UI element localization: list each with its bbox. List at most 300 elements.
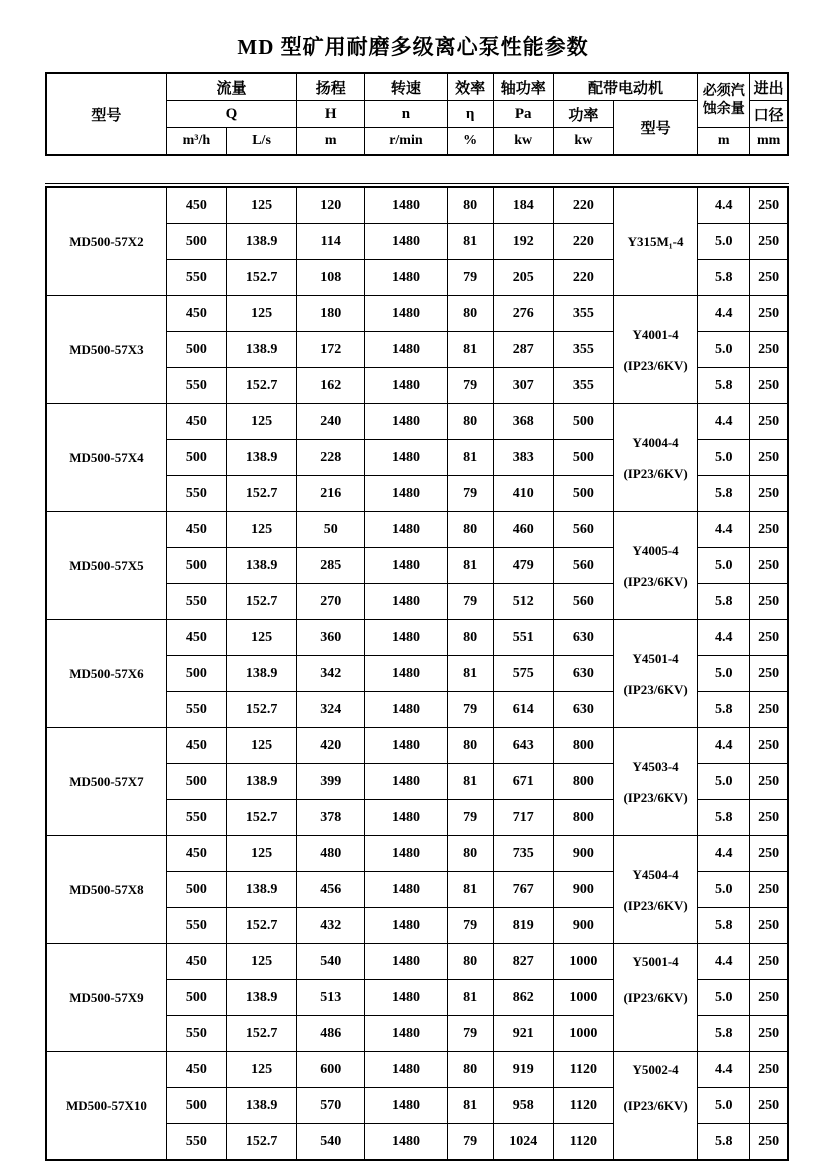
flow-ls-cell: 152.7 — [226, 476, 296, 512]
head-cell: 342 — [297, 656, 365, 692]
speed-cell: 1480 — [365, 980, 447, 1016]
speed-cell: 1480 — [365, 836, 447, 872]
shaft-power-cell: 575 — [493, 656, 553, 692]
head-cell: 162 — [297, 368, 365, 404]
spec-row — [46, 836, 788, 872]
port-cell: 250 — [750, 620, 788, 656]
motor-power-cell: 220 — [553, 260, 613, 296]
speed-cell: 1480 — [365, 187, 447, 224]
flow-ls-cell: 138.9 — [226, 332, 296, 368]
port-cell: 250 — [750, 332, 788, 368]
head-cell: 399 — [297, 764, 365, 800]
header-head-symbol: H — [297, 101, 365, 128]
header-unit-rmin: r/min — [365, 128, 447, 156]
flow-m3h-cell: 550 — [166, 1016, 226, 1052]
body-table-top-rule — [45, 183, 789, 184]
efficiency-cell: 79 — [447, 260, 493, 296]
motor-power-cell: 900 — [553, 836, 613, 872]
npsh-cell: 5.0 — [698, 980, 750, 1016]
speed-cell: 1480 — [365, 368, 447, 404]
flow-ls-cell: 152.7 — [226, 260, 296, 296]
motor-power-cell: 800 — [553, 800, 613, 836]
efficiency-cell: 80 — [447, 404, 493, 440]
npsh-cell: 4.4 — [698, 944, 750, 980]
motor-model-line: (IP23/6KV) — [623, 1098, 688, 1114]
shaft-power-cell: 919 — [493, 1052, 553, 1088]
head-cell: 456 — [297, 872, 365, 908]
port-cell: 250 — [750, 1088, 788, 1124]
flow-m3h-cell: 450 — [166, 404, 226, 440]
head-cell: 180 — [297, 296, 365, 332]
head-cell: 240 — [297, 404, 365, 440]
efficiency-cell: 80 — [447, 944, 493, 980]
head-cell: 50 — [297, 512, 365, 548]
flow-m3h-cell: 450 — [166, 512, 226, 548]
flow-m3h-cell: 500 — [166, 980, 226, 1016]
speed-cell: 1480 — [365, 584, 447, 620]
shaft-power-cell: 512 — [493, 584, 553, 620]
shaft-power-cell: 551 — [493, 620, 553, 656]
port-cell: 250 — [750, 836, 788, 872]
flow-m3h-cell: 550 — [166, 476, 226, 512]
header-unit-ls: L/s — [226, 128, 296, 156]
shaft-power-cell: 735 — [493, 836, 553, 872]
speed-cell: 1480 — [365, 764, 447, 800]
flow-ls-cell: 138.9 — [226, 224, 296, 260]
pump-model-cell: MD500-57X5 — [46, 512, 166, 620]
motor-model-cell — [613, 187, 697, 296]
motor-power-cell: 355 — [553, 368, 613, 404]
port-cell: 250 — [750, 187, 788, 224]
header-flow: 流量 — [166, 73, 296, 101]
spec-row — [46, 512, 788, 548]
efficiency-cell: 79 — [447, 908, 493, 944]
motor-power-cell: 1000 — [553, 944, 613, 980]
speed-cell: 1480 — [365, 440, 447, 476]
npsh-cell: 5.0 — [698, 332, 750, 368]
motor-model-line: (IP23/6KV) — [623, 789, 688, 805]
motor-model-line: (IP23/6KV) — [623, 573, 688, 589]
head-cell: 108 — [297, 260, 365, 296]
header-row-1 — [46, 73, 788, 101]
npsh-cell: 4.4 — [698, 836, 750, 872]
port-cell: 250 — [750, 1052, 788, 1088]
head-cell: 570 — [297, 1088, 365, 1124]
flow-m3h-cell: 500 — [166, 440, 226, 476]
flow-m3h-cell: 550 — [166, 368, 226, 404]
efficiency-cell: 79 — [447, 800, 493, 836]
flow-m3h-cell: 550 — [166, 584, 226, 620]
motor-model-line: (IP23/6KV) — [623, 990, 688, 1006]
port-cell: 250 — [750, 800, 788, 836]
header-npsh-line2: 蚀余量 — [702, 101, 745, 117]
head-cell: 172 — [297, 332, 365, 368]
flow-ls-cell: 138.9 — [226, 548, 296, 584]
head-cell: 324 — [297, 692, 365, 728]
npsh-cell: 5.8 — [698, 1124, 750, 1161]
motor-power-cell: 800 — [553, 764, 613, 800]
npsh-cell: 4.4 — [698, 296, 750, 332]
head-cell: 432 — [297, 908, 365, 944]
npsh-cell: 5.0 — [698, 224, 750, 260]
efficiency-cell: 80 — [447, 728, 493, 764]
shaft-power-cell: 460 — [493, 512, 553, 548]
head-cell: 114 — [297, 224, 365, 260]
header-unit-m3h: m³/h — [166, 128, 226, 156]
speed-cell: 1480 — [365, 620, 447, 656]
shaft-power-cell: 192 — [493, 224, 553, 260]
flow-m3h-cell: 450 — [166, 944, 226, 980]
flow-ls-cell: 138.9 — [226, 980, 296, 1016]
motor-power-cell: 1000 — [553, 1016, 613, 1052]
efficiency-cell: 79 — [447, 476, 493, 512]
efficiency-cell: 79 — [447, 584, 493, 620]
pump-model-cell: MD500-57X6 — [46, 620, 166, 728]
motor-model-cell — [613, 512, 697, 620]
port-cell: 250 — [750, 440, 788, 476]
flow-m3h-cell: 550 — [166, 1124, 226, 1161]
header-model: 型号 — [46, 73, 166, 155]
npsh-cell: 5.8 — [698, 260, 750, 296]
motor-model-cell — [613, 728, 697, 836]
shaft-power-cell: 643 — [493, 728, 553, 764]
motor-power-cell: 1120 — [553, 1124, 613, 1161]
spec-row — [46, 728, 788, 764]
motor-power-cell: 500 — [553, 440, 613, 476]
pump-model-cell: MD500-57X7 — [46, 728, 166, 836]
flow-m3h-cell: 450 — [166, 296, 226, 332]
spec-row — [46, 187, 788, 224]
npsh-cell: 5.8 — [698, 908, 750, 944]
shaft-power-cell: 614 — [493, 692, 553, 728]
npsh-cell: 5.8 — [698, 368, 750, 404]
pump-model-cell: MD500-57X4 — [46, 404, 166, 512]
pump-model-cell: MD500-57X8 — [46, 836, 166, 944]
spec-body-table — [45, 186, 789, 1161]
npsh-cell: 5.0 — [698, 440, 750, 476]
header-shaft-power: 轴功率 — [493, 73, 553, 101]
flow-ls-cell: 125 — [226, 944, 296, 980]
speed-cell: 1480 — [365, 548, 447, 584]
motor-model-line: Y4504-4 — [632, 866, 679, 882]
speed-cell: 1480 — [365, 800, 447, 836]
efficiency-cell: 80 — [447, 512, 493, 548]
shaft-power-cell: 767 — [493, 872, 553, 908]
efficiency-cell: 79 — [447, 1016, 493, 1052]
motor-model-cell — [613, 944, 697, 1052]
port-cell: 250 — [750, 944, 788, 980]
flow-ls-cell: 125 — [226, 728, 296, 764]
port-cell: 250 — [750, 692, 788, 728]
npsh-cell: 4.4 — [698, 1052, 750, 1088]
flow-ls-cell: 138.9 — [226, 440, 296, 476]
header-shaft-power-symbol: Pa — [493, 101, 553, 128]
flow-ls-cell: 125 — [226, 836, 296, 872]
motor-power-cell: 560 — [553, 584, 613, 620]
head-cell: 216 — [297, 476, 365, 512]
flow-m3h-cell: 500 — [166, 332, 226, 368]
shaft-power-cell: 383 — [493, 440, 553, 476]
shaft-power-cell: 862 — [493, 980, 553, 1016]
header-unit-kw-motor: kw — [553, 128, 613, 156]
motor-model-line: Y5002-4 — [632, 1062, 679, 1078]
spec-row — [46, 1052, 788, 1088]
npsh-cell: 4.4 — [698, 187, 750, 224]
flow-m3h-cell: 500 — [166, 1088, 226, 1124]
flow-ls-cell: 152.7 — [226, 1124, 296, 1161]
flow-ls-cell: 138.9 — [226, 764, 296, 800]
efficiency-cell: 81 — [447, 440, 493, 476]
efficiency-cell: 81 — [447, 1088, 493, 1124]
npsh-cell: 5.8 — [698, 1016, 750, 1052]
motor-model-line: Y5001-4 — [632, 954, 679, 970]
motor-power-cell: 500 — [553, 476, 613, 512]
speed-cell: 1480 — [365, 1016, 447, 1052]
speed-cell: 1480 — [365, 908, 447, 944]
flow-m3h-cell: 450 — [166, 836, 226, 872]
efficiency-cell: 80 — [447, 836, 493, 872]
efficiency-cell: 81 — [447, 764, 493, 800]
header-speed: 转速 — [365, 73, 447, 101]
head-cell: 420 — [297, 728, 365, 764]
motor-power-cell: 900 — [553, 872, 613, 908]
header-npsh — [698, 73, 750, 128]
port-cell: 250 — [750, 1016, 788, 1052]
motor-power-cell: 220 — [553, 224, 613, 260]
flow-ls-cell: 125 — [226, 296, 296, 332]
motor-power-cell: 560 — [553, 512, 613, 548]
port-cell: 250 — [750, 404, 788, 440]
flow-m3h-cell: 550 — [166, 692, 226, 728]
port-cell: 250 — [750, 1124, 788, 1161]
motor-model-line: (IP23/6KV) — [623, 465, 688, 481]
motor-model-line: Y4501-4 — [632, 650, 679, 666]
speed-cell: 1480 — [365, 872, 447, 908]
head-cell: 600 — [297, 1052, 365, 1088]
flow-ls-cell: 125 — [226, 512, 296, 548]
spec-row — [46, 620, 788, 656]
flow-m3h-cell: 550 — [166, 908, 226, 944]
spec-row — [46, 404, 788, 440]
head-cell: 228 — [297, 440, 365, 476]
flow-m3h-cell: 550 — [166, 800, 226, 836]
npsh-cell: 5.8 — [698, 584, 750, 620]
speed-cell: 1480 — [365, 404, 447, 440]
efficiency-cell: 81 — [447, 872, 493, 908]
efficiency-cell: 80 — [447, 187, 493, 224]
port-cell: 250 — [750, 908, 788, 944]
efficiency-cell: 80 — [447, 296, 493, 332]
efficiency-cell: 79 — [447, 1124, 493, 1161]
motor-model-cell — [613, 836, 697, 944]
port-cell: 250 — [750, 296, 788, 332]
flow-ls-cell: 152.7 — [226, 800, 296, 836]
efficiency-cell: 80 — [447, 1052, 493, 1088]
header-port-line1: 进出 — [750, 73, 788, 101]
npsh-cell: 5.0 — [698, 872, 750, 908]
flow-ls-cell: 125 — [226, 404, 296, 440]
npsh-cell: 4.4 — [698, 620, 750, 656]
header-unit-npsh-m: m — [698, 128, 750, 156]
flow-m3h-cell: 550 — [166, 260, 226, 296]
port-cell: 250 — [750, 764, 788, 800]
head-cell: 270 — [297, 584, 365, 620]
shaft-power-cell: 827 — [493, 944, 553, 980]
shaft-power-cell: 205 — [493, 260, 553, 296]
flow-m3h-cell: 500 — [166, 548, 226, 584]
motor-model-line: (IP23/6KV) — [623, 357, 688, 373]
flow-m3h-cell: 450 — [166, 620, 226, 656]
motor-power-cell: 355 — [553, 332, 613, 368]
shaft-power-cell: 410 — [493, 476, 553, 512]
motor-model-line: Y4004-4 — [632, 434, 679, 450]
spec-row — [46, 944, 788, 980]
npsh-cell: 4.4 — [698, 728, 750, 764]
speed-cell: 1480 — [365, 512, 447, 548]
header-head: 扬程 — [297, 73, 365, 101]
head-cell: 378 — [297, 800, 365, 836]
port-cell: 250 — [750, 260, 788, 296]
spec-row — [46, 296, 788, 332]
shaft-power-cell: 958 — [493, 1088, 553, 1124]
header-npsh-line1: 必须汽 — [702, 84, 745, 100]
flow-ls-cell: 138.9 — [226, 656, 296, 692]
motor-power-cell: 1000 — [553, 980, 613, 1016]
flow-m3h-cell: 500 — [166, 656, 226, 692]
motor-power-cell: 500 — [553, 404, 613, 440]
header-speed-symbol: n — [365, 101, 447, 128]
tables-wrap — [45, 72, 789, 1161]
spec-body-tbody — [46, 187, 788, 1160]
flow-m3h-cell: 450 — [166, 728, 226, 764]
head-cell: 360 — [297, 620, 365, 656]
header-efficiency: 效率 — [447, 73, 493, 101]
flow-m3h-cell: 500 — [166, 764, 226, 800]
flow-ls-cell: 152.7 — [226, 584, 296, 620]
speed-cell: 1480 — [365, 944, 447, 980]
speed-cell: 1480 — [365, 728, 447, 764]
motor-power-cell: 800 — [553, 728, 613, 764]
speed-cell: 1480 — [365, 1088, 447, 1124]
shaft-power-cell: 717 — [493, 800, 553, 836]
shaft-power-cell: 276 — [493, 296, 553, 332]
npsh-cell: 5.0 — [698, 656, 750, 692]
speed-cell: 1480 — [365, 260, 447, 296]
flow-ls-cell: 152.7 — [226, 692, 296, 728]
port-cell: 250 — [750, 584, 788, 620]
head-cell: 513 — [297, 980, 365, 1016]
head-cell: 540 — [297, 1124, 365, 1161]
pump-model-cell: MD500-57X2 — [46, 187, 166, 296]
shaft-power-cell: 921 — [493, 1016, 553, 1052]
speed-cell: 1480 — [365, 224, 447, 260]
npsh-cell: 5.8 — [698, 800, 750, 836]
motor-power-cell: 220 — [553, 187, 613, 224]
flow-ls-cell: 152.7 — [226, 368, 296, 404]
port-cell: 250 — [750, 224, 788, 260]
speed-cell: 1480 — [365, 296, 447, 332]
efficiency-cell: 81 — [447, 548, 493, 584]
pump-model-cell: MD500-57X10 — [46, 1052, 166, 1161]
port-cell: 250 — [750, 728, 788, 764]
port-cell: 250 — [750, 368, 788, 404]
shaft-power-cell: 184 — [493, 187, 553, 224]
pump-model-cell: MD500-57X9 — [46, 944, 166, 1052]
head-cell: 486 — [297, 1016, 365, 1052]
efficiency-cell: 81 — [447, 224, 493, 260]
flow-ls-cell: 138.9 — [226, 872, 296, 908]
header-motor-model: 型号 — [613, 101, 697, 156]
motor-power-cell: 355 — [553, 296, 613, 332]
efficiency-cell: 79 — [447, 692, 493, 728]
header-unit-mm: mm — [750, 128, 788, 156]
motor-power-cell: 630 — [553, 620, 613, 656]
flow-m3h-cell: 500 — [166, 224, 226, 260]
shaft-power-cell: 1024 — [493, 1124, 553, 1161]
head-cell: 540 — [297, 944, 365, 980]
npsh-cell: 5.0 — [698, 1088, 750, 1124]
efficiency-cell: 81 — [447, 980, 493, 1016]
flow-ls-cell: 152.7 — [226, 1016, 296, 1052]
speed-cell: 1480 — [365, 1052, 447, 1088]
npsh-cell: 5.8 — [698, 476, 750, 512]
shaft-power-cell: 368 — [493, 404, 553, 440]
shaft-power-cell: 479 — [493, 548, 553, 584]
motor-model-line: Y315M₁-4 — [627, 234, 684, 250]
flow-m3h-cell: 450 — [166, 187, 226, 224]
npsh-cell: 5.0 — [698, 548, 750, 584]
motor-power-cell: 630 — [553, 656, 613, 692]
motor-model-line: Y4005-4 — [632, 542, 679, 558]
port-cell: 250 — [750, 980, 788, 1016]
motor-model-line: (IP23/6KV) — [623, 681, 688, 697]
motor-power-cell: 1120 — [553, 1052, 613, 1088]
npsh-cell: 5.8 — [698, 692, 750, 728]
motor-model-cell — [613, 620, 697, 728]
head-cell: 285 — [297, 548, 365, 584]
header-port-line2: 口径 — [750, 101, 788, 128]
motor-model-cell — [613, 404, 697, 512]
flow-ls-cell: 152.7 — [226, 908, 296, 944]
port-cell: 250 — [750, 872, 788, 908]
port-cell: 250 — [750, 656, 788, 692]
flow-ls-cell: 125 — [226, 620, 296, 656]
efficiency-cell: 79 — [447, 368, 493, 404]
npsh-cell: 4.4 — [698, 512, 750, 548]
motor-model-line: Y4001-4 — [632, 326, 679, 342]
motor-power-cell: 630 — [553, 692, 613, 728]
shaft-power-cell: 819 — [493, 908, 553, 944]
port-cell: 250 — [750, 548, 788, 584]
flow-ls-cell: 125 — [226, 1052, 296, 1088]
speed-cell: 1480 — [365, 656, 447, 692]
flow-m3h-cell: 450 — [166, 1052, 226, 1088]
npsh-cell: 5.0 — [698, 764, 750, 800]
flow-ls-cell: 138.9 — [226, 1088, 296, 1124]
motor-model-line: (IP23/6KV) — [623, 897, 688, 913]
motor-model-cell — [613, 296, 697, 404]
page-title: MD 型矿用耐磨多级离心泵性能参数 — [237, 35, 589, 59]
pump-model-cell: MD500-57X3 — [46, 296, 166, 404]
speed-cell: 1480 — [365, 692, 447, 728]
shaft-power-cell: 307 — [493, 368, 553, 404]
efficiency-cell: 81 — [447, 656, 493, 692]
head-cell: 480 — [297, 836, 365, 872]
flow-ls-cell: 125 — [226, 187, 296, 224]
port-cell: 250 — [750, 476, 788, 512]
motor-power-cell: 1120 — [553, 1088, 613, 1124]
motor-power-cell: 900 — [553, 908, 613, 944]
